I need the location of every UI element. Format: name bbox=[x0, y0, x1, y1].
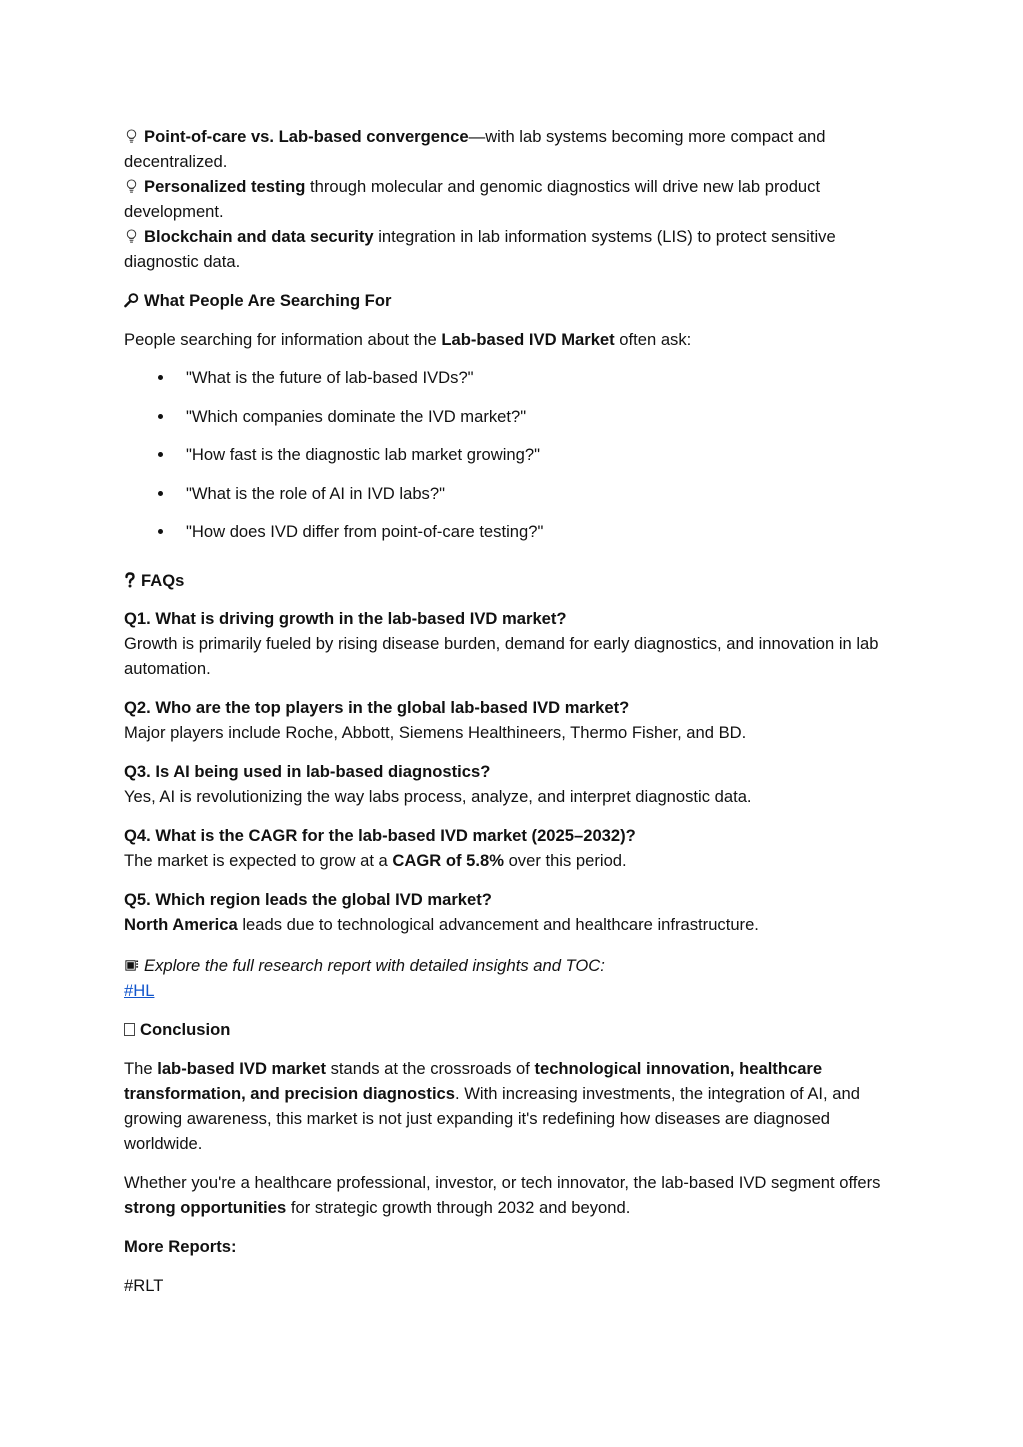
document-page bbox=[124, 124, 894, 1298]
faq-answer-text-end: leads due to technological advancement and healthcare infrastructure. bbox=[237, 914, 759, 934]
search-heading-text: What People Are Searching For bbox=[144, 291, 392, 310]
magnifier-icon bbox=[124, 292, 139, 308]
faq-answer: Growth is primarily fueled by rising disease burden, demand for early diagnostics, and innovation in lab automation. bbox=[124, 633, 879, 678]
list-item: "What is the future of lab-based IVDs?" bbox=[124, 365, 894, 404]
trend-text: through molecular and genomic diagnostics will drive new lab product development. bbox=[124, 177, 821, 221]
faq-item bbox=[124, 759, 894, 809]
trend-bold: Personalized testing bbox=[144, 177, 306, 196]
faq-answer bbox=[124, 912, 894, 937]
conclusion-text: The bbox=[124, 1058, 158, 1078]
conclusion-text: for strategic growth through 2032 and beyond. bbox=[286, 1197, 631, 1217]
faq-answer: Major players include Roche, Abbott, Siemens Healthineers, Thermo Fisher, and BD. bbox=[124, 722, 747, 742]
conclusion-heading-text: Conclusion bbox=[140, 1019, 231, 1039]
missing-glyph-icon bbox=[124, 1023, 135, 1036]
faq-question: Q5. Which region leads the global IVD market? bbox=[124, 889, 492, 909]
book-icon bbox=[124, 957, 139, 973]
lightbulb-icon bbox=[124, 178, 139, 194]
faq-answer-text-end: over this period. bbox=[503, 850, 627, 870]
more-reports-value: #RLT bbox=[124, 1275, 164, 1295]
conclusion-heading bbox=[124, 1017, 894, 1042]
faq-answer bbox=[124, 848, 894, 873]
faq-question: Q1. What is driving growth in the lab-based IVD market? bbox=[124, 608, 567, 628]
question-mark-icon bbox=[124, 572, 136, 588]
faq-answer: Yes, AI is revolutionizing the way labs process, analyze, and interpret diagnostic data. bbox=[124, 786, 752, 806]
trends-block bbox=[124, 124, 894, 274]
faq-question: Q4. What is the CAGR for the lab-based IVD market (2025–2032)? bbox=[124, 825, 636, 845]
more-reports-heading: More Reports: bbox=[124, 1236, 237, 1256]
faq-item bbox=[124, 695, 894, 745]
faqs-heading bbox=[124, 568, 894, 593]
explore-text: Explore the full research report with detailed insights and TOC: bbox=[144, 955, 605, 975]
faqs-heading-text: FAQs bbox=[141, 570, 185, 590]
faq-answer-text: The market is expected to grow at a bbox=[124, 850, 393, 870]
trend-item bbox=[124, 124, 894, 174]
list-item: "How does IVD differ from point-of-care testing?" bbox=[124, 519, 894, 558]
faq-item bbox=[124, 823, 894, 873]
lightbulb-icon bbox=[124, 128, 139, 144]
conclusion-bold: technological innovation, healthcare transformation, and precision diagnostics bbox=[124, 1058, 823, 1103]
search-intro-bold: Lab-based IVD Market bbox=[441, 330, 615, 349]
search-intro-text: People searching for information about the bbox=[124, 330, 442, 349]
search-list bbox=[124, 365, 894, 558]
report-link[interactable]: #HL bbox=[124, 980, 155, 1000]
search-heading bbox=[124, 288, 894, 313]
faq-question: Q3. Is AI being used in lab-based diagnostics? bbox=[124, 761, 491, 781]
search-intro-text-end: often ask: bbox=[614, 330, 692, 349]
list-item: "How fast is the diagnostic lab market growing?" bbox=[124, 442, 894, 481]
faq-question: Q2. Who are the top players in the global lab-based IVD market? bbox=[124, 697, 630, 717]
conclusion-bold: strong opportunities bbox=[124, 1197, 287, 1217]
conclusion-text: Whether you're a healthcare professional, investor, or tech innovator, the lab-based IVD segment offers bbox=[124, 1172, 881, 1192]
trend-bold: Blockchain and data security bbox=[144, 227, 374, 246]
trend-text: integration in lab information systems (LIS) to protect sensitive diagnostic data. bbox=[124, 227, 836, 271]
conclusion-paragraph-2 bbox=[124, 1170, 894, 1220]
conclusion-bold: lab-based IVD market bbox=[157, 1058, 326, 1078]
explore-block bbox=[124, 953, 894, 1003]
trend-bold: Point-of-care vs. Lab-based convergence bbox=[144, 127, 469, 146]
list-item: "Which companies dominate the IVD market?" bbox=[124, 404, 894, 443]
faq-answer-bold: North America bbox=[124, 914, 238, 934]
faq-item bbox=[124, 887, 894, 937]
conclusion-text: stands at the crossroads of bbox=[325, 1058, 535, 1078]
conclusion-paragraph-1 bbox=[124, 1056, 894, 1156]
conclusion-text: . With increasing investments, the integration of AI, and growing awareness, this market is not just expanding it's redefining how diseases are diagnosed worldwide. bbox=[124, 1083, 860, 1153]
trend-text: —with lab systems becoming more compact and decentralized. bbox=[124, 127, 826, 171]
search-intro bbox=[124, 327, 894, 352]
explore-text-line bbox=[124, 953, 894, 978]
lightbulb-icon bbox=[124, 228, 139, 244]
list-item: "What is the role of AI in IVD labs?" bbox=[124, 481, 894, 520]
trend-item bbox=[124, 174, 894, 224]
faq-item bbox=[124, 606, 894, 681]
faq-answer-bold: CAGR of 5.8% bbox=[392, 850, 504, 870]
trend-item bbox=[124, 224, 894, 274]
